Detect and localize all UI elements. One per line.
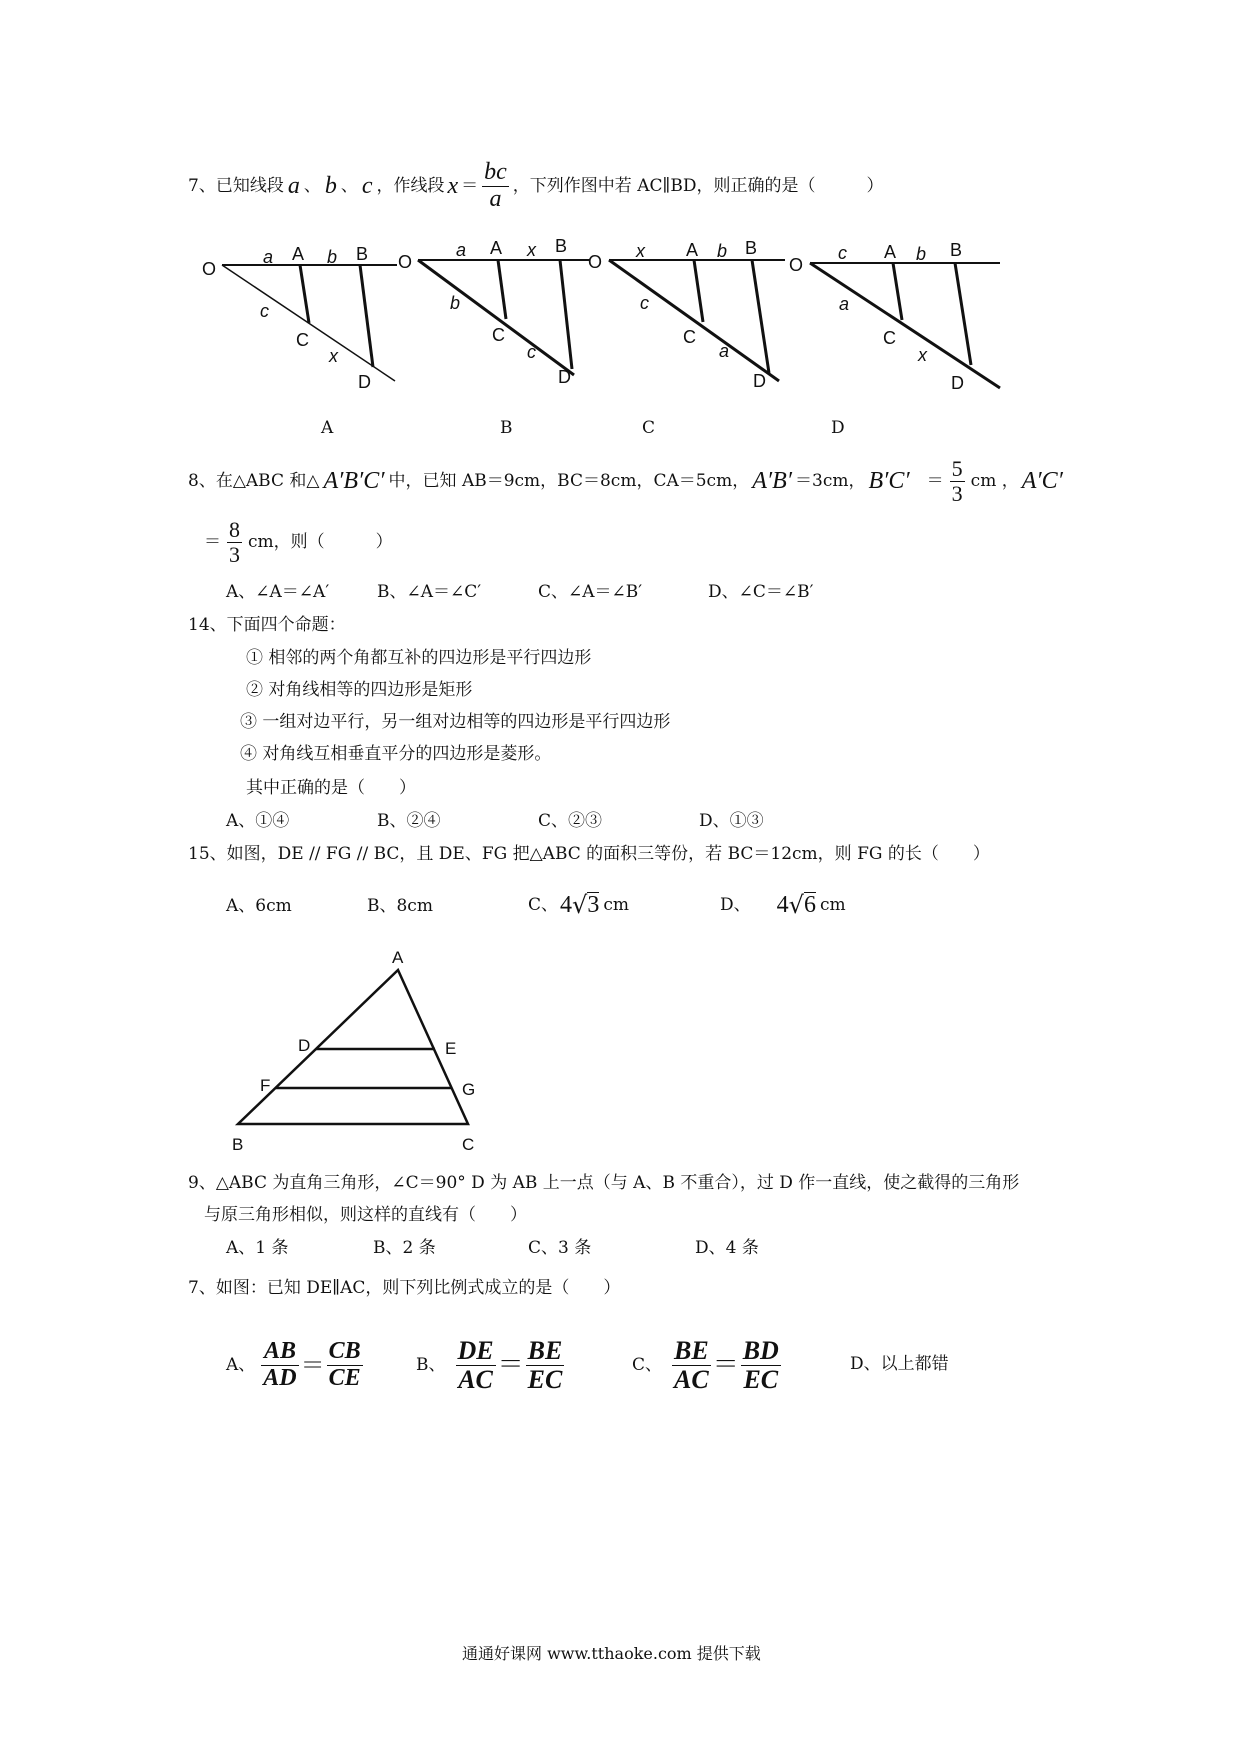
fig-b-label-b: b <box>450 293 461 313</box>
fig-a-label-D: D <box>358 372 371 392</box>
q14-ask: 其中正确的是（ ） <box>246 778 416 798</box>
q7b-a-label: A、 <box>226 1354 256 1375</box>
q7a-var-b: b <box>324 173 337 199</box>
q7b-option-a <box>226 1330 363 1400</box>
q7b-b-n1: DE <box>457 1336 494 1366</box>
q8-bc-unit: cm ， <box>970 470 1019 491</box>
q14-option-c: C、②③ <box>538 811 603 831</box>
q15-option-a: A、6cm <box>226 896 292 916</box>
q7b-c-n1: BE <box>674 1336 709 1366</box>
fig-c-label-x: x <box>636 241 645 261</box>
q9-option-d: D、4 条 <box>695 1238 759 1258</box>
fig-d-label-a: a <box>839 294 850 314</box>
fig-b-label-c: c <box>527 342 536 362</box>
tri-label-F: F <box>260 1076 271 1095</box>
fig-c-label-D: D <box>753 371 766 391</box>
q15-option-c-label: C、 <box>528 894 559 915</box>
q15-option-c-radicand: 3 <box>587 891 600 918</box>
q8-ab-val: ＝3cm， <box>795 470 866 491</box>
q15-title: 15、如图，DE // FG // BC，且 DE、FG 把△ABC 的面积三等份，若 BC＝12cm，则 FG 的长（ ） <box>188 844 990 864</box>
fig-b-label-D: D <box>558 367 571 387</box>
q8-option-c: C、∠A＝∠B′ <box>538 582 643 602</box>
q7b-a-n1: AB <box>261 1339 298 1365</box>
q7a-eq: ＝ <box>461 175 479 196</box>
q7b-b-d1: AC <box>458 1364 493 1394</box>
q7b-c-eq: ＝ <box>712 1350 739 1380</box>
q7a-prefix: 7、已知线段 <box>188 175 284 196</box>
q14-title: 14、下面四个命题： <box>188 615 346 635</box>
q7a-var-a: a <box>287 173 300 199</box>
q15-option-c-sqrt-icon: √ <box>572 891 588 919</box>
triangle-abc <box>238 970 468 1124</box>
fig-a-label-b: b <box>327 247 338 267</box>
q15-option-d-unit: cm <box>819 894 846 915</box>
fig-d-label-B: B <box>950 240 963 260</box>
q7b-b-eq: ＝ <box>497 1350 524 1380</box>
q14-item-2: ② 对角线相等的四边形是矩形 <box>246 680 473 700</box>
fig-d-label-x: x <box>918 345 927 365</box>
fig-d-label-c: c <box>838 243 847 263</box>
q8-bc-fraction <box>950 457 965 504</box>
q7b-a-eq: ＝ <box>300 1351 325 1379</box>
q9-option-b: B、2 条 <box>373 1238 436 1258</box>
fig-c-label-O: O <box>588 252 603 272</box>
q9-line1: 9、△ABC 为直角三角形，∠C＝90° D 为 AB 上一点（与 A、B 不重合），过 D 作一直线，使之截得的三角形 <box>188 1173 1020 1193</box>
q7a-sep1: 、 <box>303 175 321 196</box>
q8-bc-eq: ＝ <box>926 470 944 491</box>
q7b-c-frac2 <box>741 1337 781 1393</box>
q7b-b-label: B、 <box>416 1354 446 1375</box>
q7a-frac-den: a <box>489 185 502 212</box>
q7b-a-frac1 <box>261 1339 298 1390</box>
q15-option-d-label: D、 <box>720 894 751 915</box>
q14-item-1: ① 相邻的两个角都互补的四边形是平行四边形 <box>246 648 592 668</box>
q8-bc-num: 5 <box>951 456 963 482</box>
q7b-option-c <box>632 1330 781 1400</box>
q8-tri: A′B′C′ <box>323 468 385 494</box>
q7b-a-d1: AD <box>263 1364 297 1391</box>
q8-ac-den: 3 <box>229 541 240 567</box>
fig-c-label-C: C <box>683 327 696 347</box>
q7a-frac-num: bc <box>484 159 507 186</box>
fig-a <box>222 265 397 381</box>
fig-c-label-A: A <box>686 240 699 260</box>
q15-triangle-figure <box>220 940 520 1160</box>
q7a-option-d: D <box>831 418 845 438</box>
q8-option-b: B、∠A＝∠C′ <box>377 582 482 602</box>
fig-d <box>810 263 1000 388</box>
fig-d-label-A: A <box>884 242 897 262</box>
q7b-a-frac2 <box>327 1339 363 1390</box>
fig-c-label-b: b <box>717 241 728 261</box>
q15-option-c <box>528 888 629 922</box>
fig-a-label-B: B <box>356 244 369 264</box>
fig-b-label-O: O <box>398 252 413 272</box>
q9-option-c: C、3 条 <box>528 1238 592 1258</box>
q14-item-4: ④ 对角线互相垂直平分的四边形是菱形。 <box>240 744 552 764</box>
q7b-option-d: D、以上都错 <box>850 1354 949 1374</box>
q7b-b-frac2 <box>526 1337 565 1393</box>
fig-a-label-C: C <box>296 330 309 350</box>
fig-a-label-c: c <box>260 301 269 321</box>
q7a-option-b: B <box>500 418 513 438</box>
q7b-c-d1: AC <box>674 1364 709 1394</box>
q15-option-d-radicand: 6 <box>803 891 816 918</box>
q7b-b-n2: BE <box>527 1336 563 1366</box>
q7a-mid: ，作线段 <box>376 175 445 196</box>
q7a-var-x: x <box>447 173 459 199</box>
q7a-var-c: c <box>361 173 373 199</box>
q7a-sep2: 、 <box>340 175 358 196</box>
q7a-suffix: ，下列作图中若 AC∥BD，则正确的是（ ） <box>512 175 884 196</box>
q9-line2: 与原三角形相似，则这样的直线有（ ） <box>204 1205 527 1225</box>
q7a-stem <box>188 159 884 212</box>
fig-b <box>418 260 590 375</box>
q8-ab: A′B′ <box>752 468 793 494</box>
q8-bc: B′C′ <box>868 468 910 494</box>
fig-a-label-a: a <box>263 247 274 267</box>
q7a-option-a: A <box>321 418 334 438</box>
fig-c <box>609 260 785 381</box>
tri-label-E: E <box>445 1039 457 1058</box>
q8-option-a: A、∠A＝∠A′ <box>226 582 330 602</box>
fig-b-label-a: a <box>456 240 467 260</box>
tri-label-A: A <box>392 948 404 967</box>
tri-label-G: G <box>462 1080 476 1099</box>
q15-option-d <box>720 888 846 922</box>
q7b-option-b <box>416 1330 564 1400</box>
q8-ac-num: 8 <box>229 517 240 543</box>
q15-option-d-sqrt-icon: √ <box>788 891 804 919</box>
q7b-a-d2: CE <box>328 1364 361 1391</box>
fig-a-label-O: O <box>202 259 217 279</box>
tri-label-C: C <box>462 1135 475 1154</box>
q8-mid1: 中，已知 AB＝9cm，BC＝8cm，CA＝5cm， <box>388 470 750 491</box>
q8-ac-fraction <box>227 518 242 565</box>
q14-item-3: ③ 一组对边平行，另一组对边相等的四边形是平行四边形 <box>240 712 671 732</box>
fig-d-label-D: D <box>951 373 964 393</box>
q8-ac-tail: cm，则（ ） <box>248 531 393 552</box>
fig-b-label-x: x <box>527 240 536 260</box>
fig-a-label-x: x <box>329 346 338 366</box>
q7b-a-n2: CB <box>328 1338 361 1365</box>
q14-option-b: B、②④ <box>377 811 441 831</box>
q14-option-d: D、①③ <box>699 811 764 831</box>
q7a-figures <box>0 225 1240 438</box>
tri-label-D: D <box>298 1036 311 1055</box>
q7a-option-c: C <box>642 418 656 438</box>
q14-option-a: A、①④ <box>226 811 290 831</box>
fig-a-label-A: A <box>292 244 305 264</box>
q8-ac: A′C′ <box>1021 468 1063 494</box>
q15-option-b: B、8cm <box>367 896 433 916</box>
q8-bc-den: 3 <box>951 480 963 506</box>
q8-stem-line1 <box>188 456 1066 506</box>
fig-b-label-A: A <box>490 238 503 258</box>
q8-ac-eq: ＝ <box>204 531 221 552</box>
q7b-b-d2: EC <box>527 1364 563 1394</box>
fig-d-label-O: O <box>789 255 804 275</box>
tri-label-B: B <box>232 1135 244 1154</box>
fig-c-label-a: a <box>719 341 730 361</box>
fig-d-label-C: C <box>883 328 896 348</box>
fig-d-label-b: b <box>916 244 927 264</box>
fig-c-label-B: B <box>745 238 758 258</box>
q7a-fraction <box>482 160 509 211</box>
q15-option-c-unit: cm <box>603 894 629 915</box>
page-footer: 通通好课网 www.tthaoke.com 提供下载 <box>462 1644 761 1663</box>
fig-b-label-C: C <box>492 325 505 345</box>
q7b-c-frac1 <box>672 1337 711 1393</box>
q7b-title: 7、如图：已知 DE∥AC，则下列比例式成立的是（ ） <box>188 1278 621 1298</box>
q15-option-c-coef: 4 <box>560 892 573 918</box>
q8-stem-line2 <box>204 517 393 567</box>
q9-option-a: A、1 条 <box>226 1238 289 1258</box>
q8-prefix: 8、在△ABC 和△ <box>188 470 320 491</box>
fig-b-label-B: B <box>555 236 568 256</box>
fig-c-label-c: c <box>640 293 649 313</box>
q7b-c-d2: EC <box>743 1364 779 1394</box>
q7b-c-label: C、 <box>632 1354 663 1375</box>
q8-option-d: D、∠C＝∠B′ <box>708 582 814 602</box>
q7b-c-n2: BD <box>742 1336 779 1366</box>
q7b-b-frac1 <box>456 1337 496 1393</box>
q15-option-d-coef: 4 <box>776 892 789 918</box>
